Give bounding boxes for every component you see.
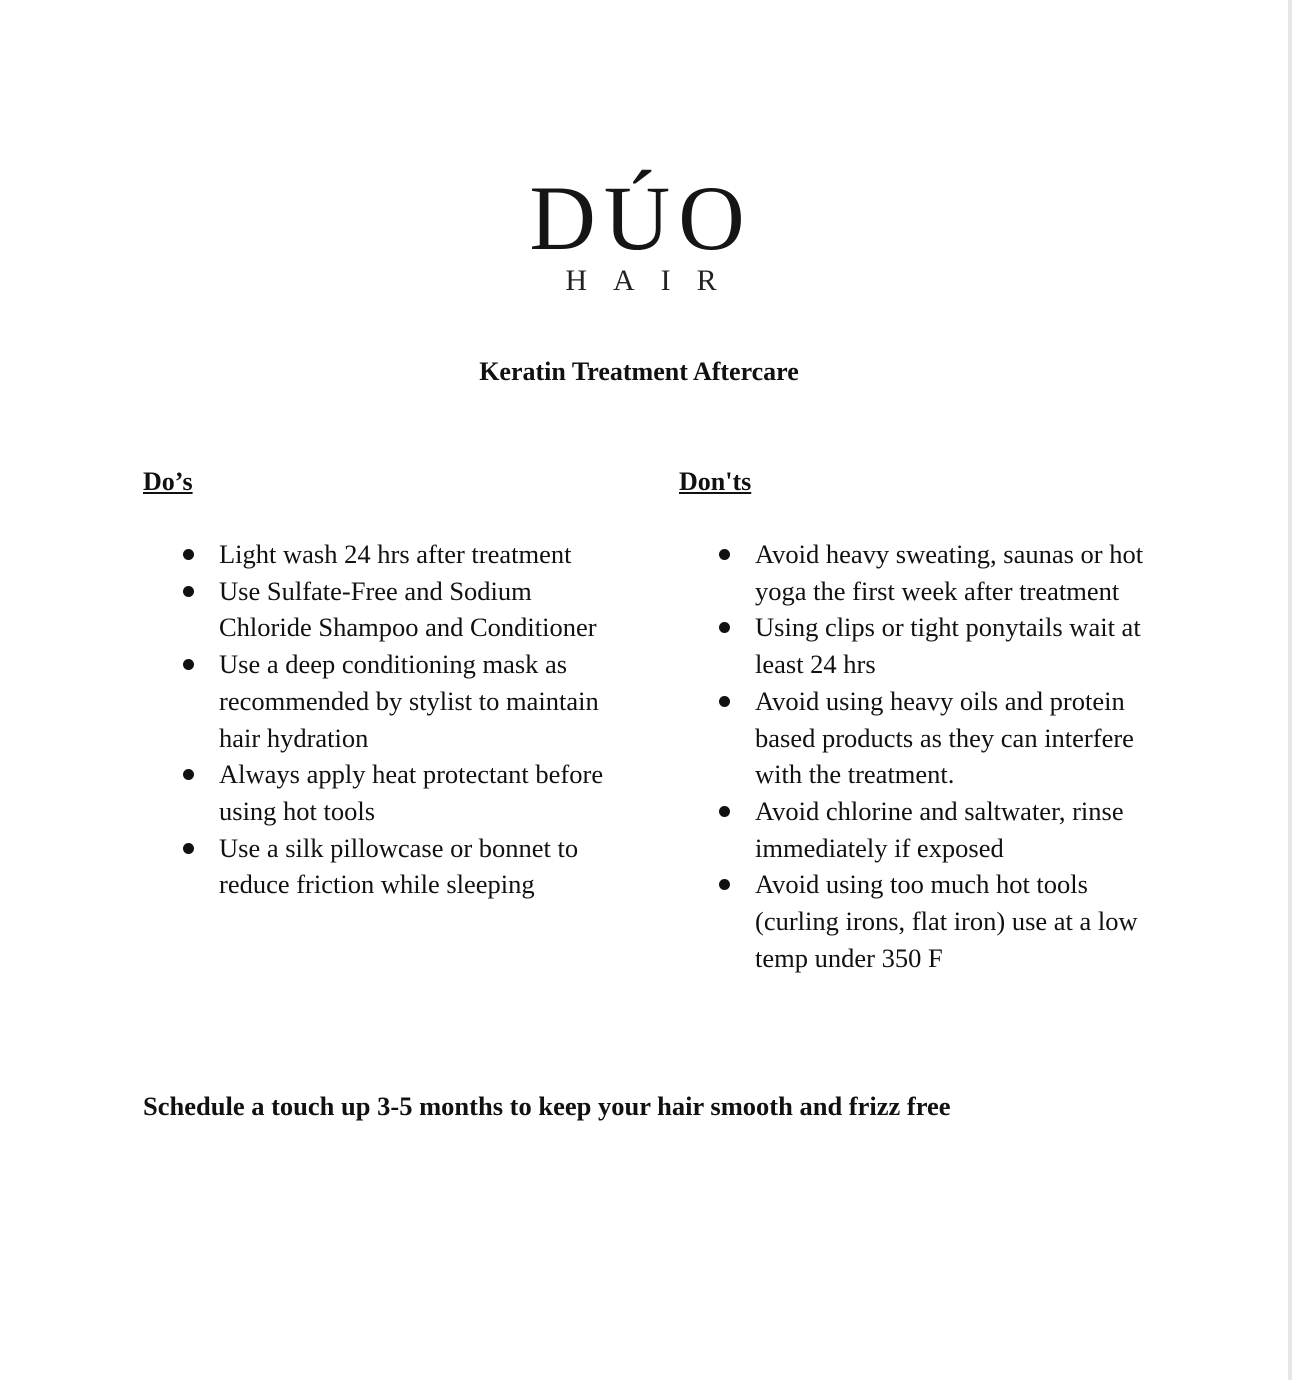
logo-wordmark: DÚO	[529, 167, 753, 269]
list-item	[143, 830, 619, 903]
list-item-text: Light wash 24 hrs after treatment	[219, 539, 572, 569]
list-item-text: Avoid using heavy oils and protein based products as they can interfere with the treatment.	[755, 685, 1134, 790]
list-item	[679, 793, 1145, 866]
bullet-icon	[183, 549, 194, 560]
bullet-icon	[719, 879, 730, 890]
bullet-icon	[719, 806, 730, 817]
list-item-text: Use Sulfate-Free and Sodium Chloride Shampoo and Conditioner	[219, 575, 597, 643]
bullet-icon	[719, 622, 730, 633]
list-item	[679, 683, 1145, 793]
list-item-text: Use a silk pillowcase or bonnet to reduce friction while sleeping	[219, 832, 579, 900]
list-item	[679, 536, 1145, 609]
list-item	[143, 573, 619, 646]
dos-heading: Do’s	[143, 467, 193, 496]
list-item	[679, 609, 1145, 682]
list-item-text: Avoid chlorine and saltwater, rinse immediately if exposed	[755, 795, 1124, 863]
page-edge-divider	[1288, 0, 1292, 1380]
bullet-icon	[183, 659, 194, 670]
dos-list	[143, 536, 623, 903]
bullet-icon	[183, 843, 194, 854]
list-item-text: Using clips or tight ponytails wait at least 24 hrs	[755, 612, 1141, 680]
list-item-text: Avoid using too much hot tools (curling irons, flat iron) use at a low temp under 350 F	[755, 869, 1138, 973]
list-item-text: Avoid heavy sweating, saunas or hot yoga the first week after treatment	[755, 539, 1144, 606]
touch-up-note: Schedule a touch up 3-5 months to keep your hair smooth and frizz free	[143, 1091, 951, 1121]
document-title: Keratin Treatment Aftercare	[479, 357, 799, 386]
bullet-icon	[719, 696, 730, 707]
list-item-text: Always apply heat protectant before using hot tools	[219, 759, 604, 826]
list-item	[679, 866, 1145, 976]
list-item	[143, 756, 619, 829]
list-item-text: Use a deep conditioning mask as recommended by stylist to maintain hair hydration	[219, 649, 599, 753]
donts-heading: Don'ts	[679, 467, 752, 496]
dos-column	[143, 466, 623, 903]
bullet-icon	[719, 549, 730, 560]
logo-subtitle: HAIR	[565, 264, 743, 297]
bullet-icon	[183, 586, 194, 597]
donts-column	[679, 466, 1159, 976]
list-item	[143, 536, 619, 573]
bullet-icon	[183, 769, 194, 780]
brand-logo	[0, 167, 1282, 297]
list-item	[143, 646, 619, 756]
donts-list	[679, 536, 1159, 976]
